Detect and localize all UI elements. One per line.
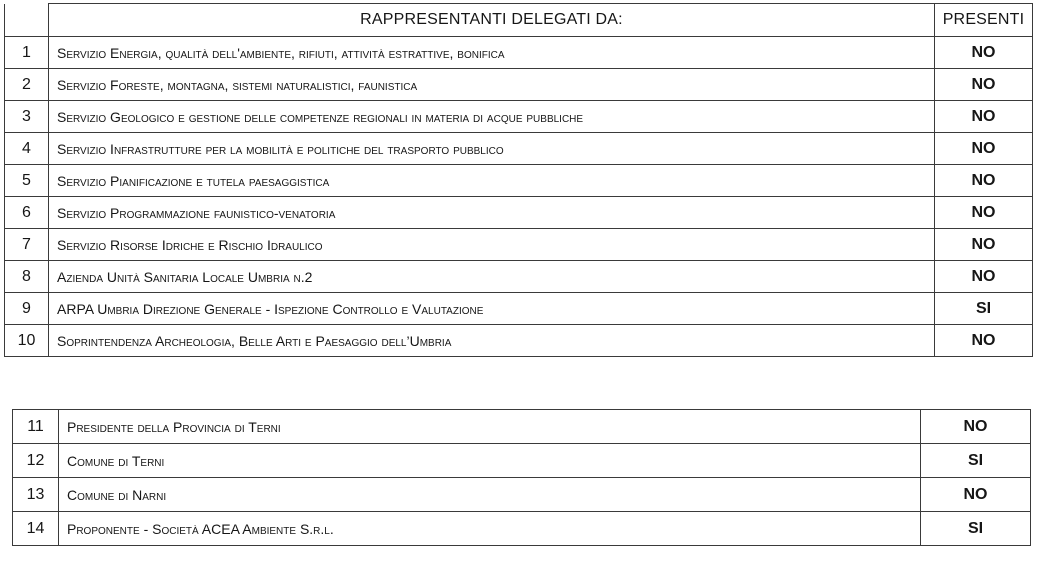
row-number: 5 <box>5 165 49 197</box>
present-value: NO <box>935 229 1033 261</box>
row-number: 1 <box>5 37 49 69</box>
row-number: 2 <box>5 69 49 101</box>
table-row <box>13 410 1031 444</box>
delegate-name: Servizio Infrastrutture per la mobilità e politiche del trasporto pubblico <box>49 133 935 165</box>
delegate-name: Servizio Energia, qualità dell'ambiente, rifiuti, attività estrattive, bonifica <box>49 37 935 69</box>
row-number: 9 <box>5 293 49 325</box>
row-number: 12 <box>13 444 59 478</box>
table-row <box>5 69 1033 101</box>
number-header <box>5 4 49 37</box>
delegate-name: Comune di Narni <box>59 478 921 512</box>
table-row <box>13 512 1031 546</box>
delegate-name: Soprintendenza Archeologia, Belle Arti e Paesaggio dell’Umbria <box>49 325 935 357</box>
table-row <box>13 478 1031 512</box>
table-row <box>5 229 1033 261</box>
row-number: 6 <box>5 197 49 229</box>
table-row <box>5 261 1033 293</box>
row-number: 7 <box>5 229 49 261</box>
row-number: 8 <box>5 261 49 293</box>
row-number: 4 <box>5 133 49 165</box>
delegate-name: Proponente - Società ACEA Ambiente S.r.l. <box>59 512 921 546</box>
header-row <box>5 4 1033 37</box>
table-row <box>5 197 1033 229</box>
present-value: NO <box>935 165 1033 197</box>
delegate-name: Servizio Geologico e gestione delle competenze regionali in materia di acque pubbliche <box>49 101 935 133</box>
row-number: 14 <box>13 512 59 546</box>
delegates-table-top <box>4 3 1033 357</box>
delegate-name: Comune di Terni <box>59 444 921 478</box>
present-value: NO <box>935 325 1033 357</box>
table-row <box>5 101 1033 133</box>
row-number: 13 <box>13 478 59 512</box>
present-value: NO <box>935 133 1033 165</box>
delegate-name: Servizio Foreste, montagna, sistemi naturalistici, faunistica <box>49 69 935 101</box>
table-row <box>5 293 1033 325</box>
present-value: NO <box>935 197 1033 229</box>
present-value: SI <box>921 512 1031 546</box>
present-value: NO <box>935 261 1033 293</box>
delegate-name: Presidente della Provincia di Terni <box>59 410 921 444</box>
delegate-name: Servizio Programmazione faunistico-venatoria <box>49 197 935 229</box>
present-value: SI <box>935 293 1033 325</box>
present-value: NO <box>935 37 1033 69</box>
table-row <box>5 133 1033 165</box>
delegate-name: ARPA Umbria Direzione Generale - Ispezione Controllo e Valutazione <box>49 293 935 325</box>
delegates-header: RAPPRESENTANTI DELEGATI DA: <box>49 4 935 37</box>
delegates-table-bottom <box>12 409 1031 546</box>
row-number: 11 <box>13 410 59 444</box>
table-row <box>5 325 1033 357</box>
present-value: NO <box>935 69 1033 101</box>
row-number: 10 <box>5 325 49 357</box>
table-row <box>13 444 1031 478</box>
delegate-name: Azienda Unità Sanitaria Locale Umbria n.2 <box>49 261 935 293</box>
present-value: NO <box>921 478 1031 512</box>
table-row <box>5 165 1033 197</box>
row-number: 3 <box>5 101 49 133</box>
present-value: SI <box>921 444 1031 478</box>
present-header: PRESENTI <box>935 4 1033 37</box>
present-value: NO <box>921 410 1031 444</box>
table-row <box>5 37 1033 69</box>
present-value: NO <box>935 101 1033 133</box>
delegate-name: Servizio Pianificazione e tutela paesaggistica <box>49 165 935 197</box>
delegate-name: Servizio Risorse Idriche e Rischio Idraulico <box>49 229 935 261</box>
